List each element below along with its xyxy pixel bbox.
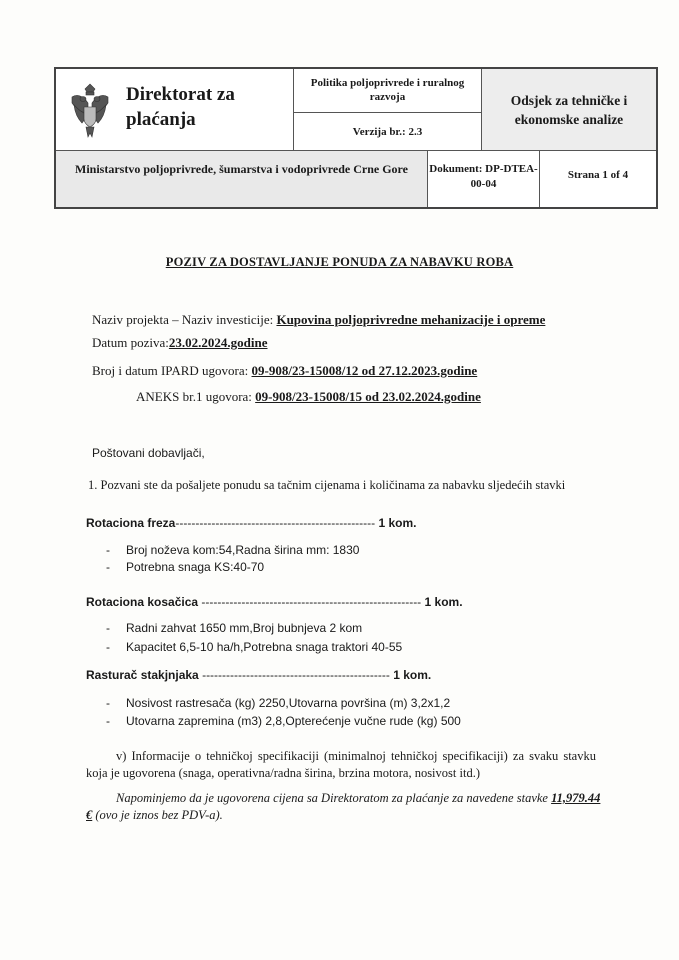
item-heading	[86, 595, 463, 609]
item-name: Rotaciona freza	[86, 516, 176, 530]
price-note	[86, 790, 606, 824]
page-number-text: Strana 1 of 4	[567, 169, 629, 181]
document-code-text: Dokument: DP-DTEA-00-04	[429, 163, 538, 190]
department-text: Odsjek za tehničke i ekonomske analize	[510, 93, 628, 127]
item-name: Rotaciona kosačica	[86, 595, 199, 609]
policy-text: Politika poljoprivrede i ruralnog razvoja	[310, 77, 465, 103]
spec-text: Nosivost rastresača (kg) 2250,Utovarna površina (m) 3,2x1,2	[126, 696, 451, 710]
list-item	[106, 543, 359, 557]
date-value: 23.02.2024.godine	[168, 335, 268, 350]
item-quantity: 1 kom.	[393, 668, 432, 682]
intro-text: 1. Pozvani ste da pošaljete ponudu sa tačnim cijenama i količinama za nabavku sljedećih stavki	[88, 478, 566, 492]
item-quantity: 1 kom.	[424, 595, 463, 609]
directorate-cell	[56, 69, 294, 151]
ministry-cell	[56, 151, 428, 207]
project-value: Kupovina poljoprivredne mehanizacije i opreme	[276, 312, 546, 327]
header-table	[54, 67, 658, 209]
version-text: Verzija br.: 2.3	[352, 126, 423, 138]
spec-text: Kapacitet 6,5-10 ha/h,Potrebna snaga traktori 40-55	[126, 640, 403, 654]
contract-value: 09-908/23-15008/12 od 27.12.2023.godine	[251, 363, 478, 378]
spec-text: Potrebna snaga KS:40-70	[126, 560, 265, 574]
item-name: Rasturač stakjnjaka	[86, 668, 199, 682]
date-label: Datum poziva:	[92, 335, 169, 350]
note-text-after: (ovo je iznos bez PDV-a).	[92, 808, 223, 822]
annex-line	[136, 389, 481, 405]
bullet: -	[106, 621, 110, 635]
ministry-text: Ministarstvo poljoprivrede, šumarstva i vodoprivrede Crne Gore	[75, 162, 408, 176]
bullet: -	[106, 696, 110, 710]
bullet: -	[106, 640, 110, 654]
department-cell	[482, 69, 656, 151]
page-number-cell	[540, 151, 656, 207]
item-quantity: 1 kom.	[378, 516, 417, 530]
document-title: POZIV ZA DOSTAVLJANJE PONUDA ZA NABAVKU ROBA	[165, 255, 514, 269]
policy-cell	[294, 69, 482, 113]
item-dashes: -------------------------------------------------------	[198, 595, 425, 609]
item-dashes: -----------------------------------------------	[198, 668, 394, 682]
note-text-before: Napominjemo da je ugovorena cijena sa Direktoratom za plaćanje za navedene stavke	[116, 791, 552, 805]
montenegro-coat-of-arms-icon	[68, 83, 112, 139]
directorate-title: Direktorat za plaćanja	[126, 84, 235, 130]
project-label: Naziv projekta – Naziv investicije:	[92, 312, 277, 327]
price-amount: 11,979.44 €	[86, 791, 601, 822]
annex-value: 09-908/23-15008/15 od 23.02.2024.godine	[255, 389, 481, 404]
list-item	[106, 640, 402, 654]
spec-text: Utovarna zapremina (m3) 2,8,Opterećenje vučne rude (kg) 500	[126, 714, 461, 728]
greeting: Poštovani dobavljači,	[92, 446, 205, 460]
list-item	[106, 696, 450, 710]
contract-line	[92, 363, 477, 379]
contract-label: Broj i datum IPARD ugovora:	[92, 363, 252, 378]
list-item	[106, 621, 362, 635]
bullet: -	[106, 560, 110, 574]
annex-label: ANEKS br.1 ugovora:	[136, 389, 256, 404]
item-dashes: --------------------------------------------------	[175, 516, 379, 530]
item-heading	[86, 668, 431, 682]
bullet: -	[106, 714, 110, 728]
date-line	[92, 335, 268, 351]
version-cell	[294, 113, 482, 151]
spec-paragraph: v) Informacije o tehničkoj specifikaciji (minimalnoj tehničkoj specifikaciji) za svaku stavku koja je ugovorena (snaga, operativna/radna širina, brzina motora, nosivost itd.)	[86, 749, 596, 780]
spec-text: Radni zahvat 1650 mm,Broj bubnjeva 2 kom	[126, 621, 363, 635]
document-code-cell	[428, 151, 540, 207]
project-line	[92, 312, 545, 328]
list-item	[106, 560, 264, 574]
list-item	[106, 714, 461, 728]
item-heading	[86, 516, 417, 530]
bullet: -	[106, 543, 110, 557]
spec-text: Broj noževa kom:54,Radna širina mm: 1830	[126, 543, 360, 557]
